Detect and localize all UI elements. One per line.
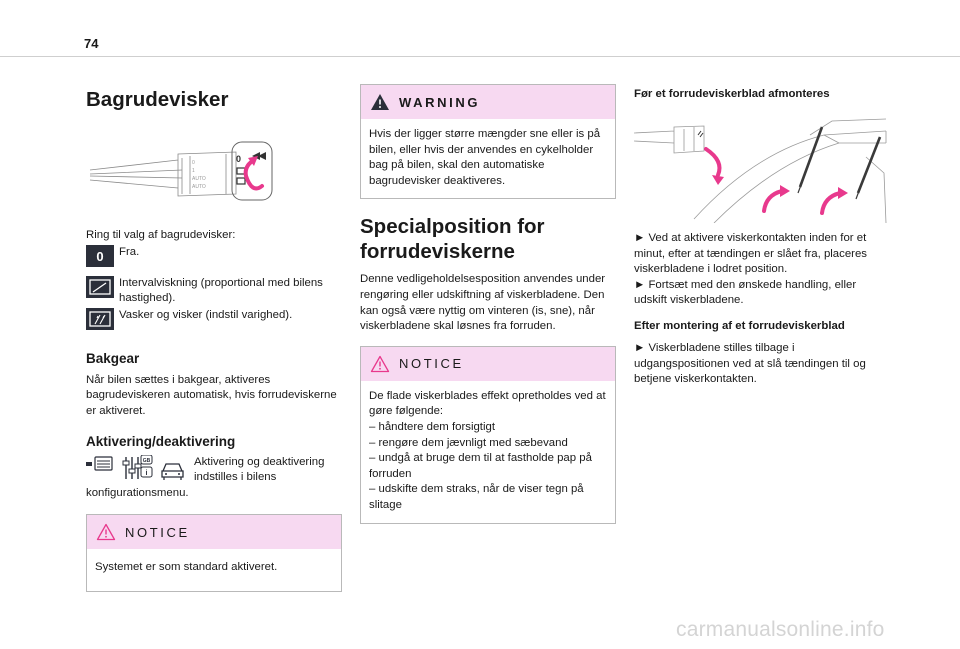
heading-special-position: Specialposition for forrudeviskerne: [360, 215, 545, 264]
svg-text:1: 1: [192, 168, 195, 174]
svg-text:GB: GB: [142, 457, 151, 464]
warning-text: Hvis der ligger større mængder sne eller is på bilen, eller hvis der anvendes en cykelholder bag på bilen, skal den automatiske bagrudevisker deaktiveres.: [369, 128, 601, 187]
heading-reverse: Bakgear: [86, 350, 140, 366]
wiper-option-wash-text: Vasker og visker (indstil varighed).: [119, 308, 293, 321]
ring-intro: Ring til valg af bagrudevisker:: [86, 229, 236, 241]
windshield-wiper-illustration: [634, 113, 890, 223]
notice-item: – håndtere dem forsigtigt: [369, 420, 496, 433]
notice-label: NOTICE: [125, 524, 190, 540]
wiper-option-off: [86, 245, 342, 267]
notice-item: – udskifte dem straks, når de viser tegn på slitage: [369, 483, 584, 511]
notice-text: Systemet er som standard aktiveret.: [95, 561, 278, 574]
column-rear-wiper: [86, 82, 342, 592]
notice-box-rear: [86, 514, 342, 592]
activation-row: [86, 455, 342, 486]
notice-box-blades: [360, 346, 616, 524]
rear-wiper-wash-icon: [86, 308, 114, 330]
rear-wiper-interval-icon: [86, 276, 114, 298]
top-rule: [0, 56, 960, 57]
section-title-rear-wiper: Bagrudevisker: [86, 88, 229, 111]
page-number: 74: [84, 36, 99, 51]
svg-text:AUTO: AUTO: [192, 184, 206, 190]
before-text-1: ► Ved at aktivere viskerkontakten inden for et minut, efter at tændingen er slået fra, placeres viskerbladene i lodret position.: [634, 232, 867, 276]
wiper-option-interval-text: Intervalviskning (proportional med bilens hastighed).: [119, 276, 323, 305]
wiper-option-interval: [86, 276, 342, 307]
notice-triangle-icon: [96, 523, 116, 541]
svg-text:i: i: [145, 469, 148, 477]
notice-header: [87, 515, 341, 549]
watermark: carmanualsonline.info: [676, 618, 885, 641]
column-blade-removal: [634, 87, 890, 388]
heading-activation: Aktivering/deaktivering: [86, 433, 236, 449]
after-text: ► Viskerbladene stilles tilbage i udgangspositionen ved at slå tændingen til og betjene viskerkontakten.: [634, 341, 866, 386]
notice-triangle-icon: [370, 355, 390, 373]
notice-intro: De flade viskerblades effekt opretholdes ved at gøre følgende:: [369, 389, 606, 418]
notice-item: – undgå at bruge dem til at fastholde pap på forruden: [369, 452, 592, 480]
heading-after-mounting: Efter montering af et forrudeviskerblad: [634, 319, 845, 332]
reverse-text: Når bilen sættes i bakgear, aktiveres bagrudeviskeren automatisk, hvis forrudeviskerne er aktiveret.: [86, 373, 337, 417]
svg-text:0: 0: [236, 154, 242, 164]
column-special-position: [360, 84, 616, 524]
warning-triangle-icon: [370, 93, 390, 111]
special-text: Denne vedligeholdelsesposition anvendes under rengøring eller udskiftning af viskerbladene. Den kan også være nyttig om vinteren (is, sne), når viskerbladene skal løsnes fra forruden.: [360, 273, 606, 333]
svg-text:AUTO: AUTO: [192, 176, 206, 182]
svg-text:0: 0: [96, 248, 104, 264]
heading-before-removal: Før et forrudeviskerblad afmonteres: [634, 88, 830, 100]
notice-label-2: NOTICE: [399, 356, 464, 372]
before-text-2: ► Fortsæt med den ønskede handling, eller udskift viskerbladene.: [634, 278, 857, 307]
warning-label: WARNING: [399, 94, 481, 110]
activation-text-b: konfigurationsmenu.: [86, 486, 189, 499]
notice-item: – rengøre dem jævnligt med sæbevand: [369, 436, 568, 449]
rear-wiper-stalk-illustration: [86, 136, 276, 212]
activation-text-a: Aktivering og deaktivering indstilles i bilens: [194, 455, 325, 484]
warning-header: [361, 85, 615, 119]
wiper-option-wash: [86, 308, 342, 330]
svg-text:0: 0: [192, 160, 195, 166]
wiper-option-off-text: Fra.: [119, 245, 140, 258]
menu-icons: [86, 455, 188, 483]
rear-wiper-off-icon: [86, 245, 114, 267]
warning-box: [360, 84, 616, 199]
notice-header-2: [361, 347, 615, 381]
